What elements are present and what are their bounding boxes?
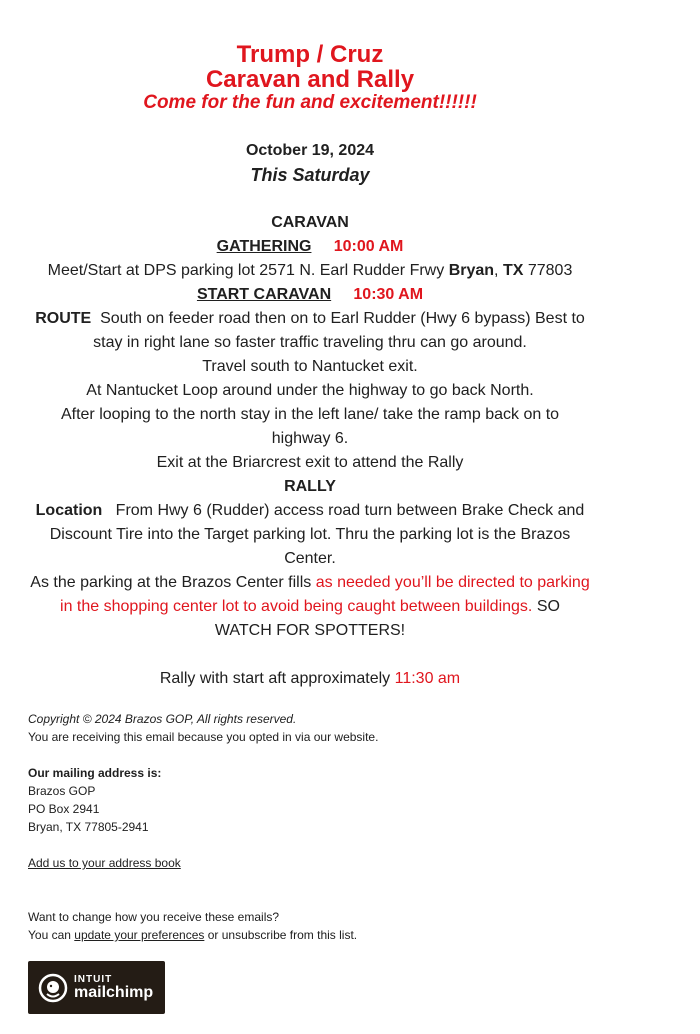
rally-start-time: 11:30 am — [394, 670, 461, 687]
location-label: Location — [35, 502, 103, 519]
meet-sep: , — [494, 262, 499, 279]
rally-start-text: Rally with start aft approximately — [159, 670, 391, 687]
rally-start-line — [0, 667, 620, 691]
parking-text-1a: As the parking at the Brazos Center fills — [30, 574, 312, 591]
route-line-1 — [0, 307, 620, 331]
email-footer — [28, 710, 628, 944]
gathering-line — [0, 235, 620, 259]
route-line-5: After looping to the north stay in the left lane/ take the ramp back on to — [60, 406, 560, 423]
route-label: ROUTE — [35, 310, 92, 327]
start-caravan-label: START CARAVAN — [196, 286, 332, 303]
meet-zip: 77803 — [527, 262, 573, 279]
mailchimp-badge[interactable] — [28, 961, 165, 1014]
meet-state: TX — [502, 262, 524, 279]
unsubscribe-link[interactable]: unsubscribe — [221, 928, 287, 942]
tagline: Come for the fun and excitement!!!!!! — [143, 92, 477, 113]
route-text-1: South on feeder road then on to Earl Rudder (Hwy 6 bypass) Best to — [100, 310, 585, 327]
change-question: Want to change how you receive these emails? — [28, 910, 280, 924]
mailchimp-logo-icon — [37, 972, 69, 1004]
preferences-line — [28, 926, 628, 944]
location-line-3: Center. — [284, 550, 336, 567]
opt-in-reason: You are receiving this email because you opted in via our website. — [28, 730, 379, 744]
add-to-address-book-link[interactable]: Add us to your address book — [28, 856, 181, 870]
route-line-4: At Nantucket Loop around under the highway to go back North. — [86, 382, 534, 399]
copyright-text: Copyright © 2024 Brazos GOP, All rights reserved. — [28, 712, 297, 726]
mailing-address-heading: Our mailing address is: — [28, 766, 162, 780]
meet-text: Meet/Start at DPS parking lot 2571 N. Earl Rudder Frwy — [47, 262, 445, 279]
parking-text-1b: as needed you’ll be directed to parking — [315, 574, 590, 591]
mailchimp-text: mailchimp — [74, 984, 154, 1001]
parking-line-3: WATCH FOR SPOTTERS! — [214, 622, 406, 639]
route-line-6: highway 6. — [271, 430, 349, 447]
route-line-7: Exit at the Briarcrest exit to attend the Rally — [156, 454, 464, 471]
address-po-box: PO Box 2941 — [28, 802, 100, 816]
rally-heading: RALLY — [284, 478, 336, 495]
location-text-1: From Hwy 6 (Rudder) access road turn between Brake Check and — [115, 502, 585, 519]
intuit-text: INTUIT — [74, 974, 113, 985]
caravan-heading: CARAVAN — [271, 214, 349, 231]
you-can-text: You can — [28, 928, 71, 942]
gathering-label: GATHERING — [216, 238, 312, 255]
start-caravan-time: 10:30 AM — [353, 286, 424, 303]
meet-city: Bryan — [448, 262, 495, 279]
address-city: Bryan, TX 77805-2941 — [28, 820, 149, 834]
location-line-1 — [0, 499, 620, 523]
parking-text-2a: in the shopping center lot to avoid being caught between buildings. — [60, 598, 533, 615]
parking-text-2b: SO — [536, 598, 560, 615]
meet-line — [0, 259, 620, 283]
update-preferences-link[interactable]: update your preferences — [74, 928, 205, 942]
title-line-2: Caravan and Rally — [205, 66, 415, 93]
address-org: Brazos GOP — [28, 784, 96, 798]
event-day: This Saturday — [250, 165, 370, 185]
or-text: or — [207, 928, 219, 942]
start-caravan-line — [0, 283, 620, 307]
gathering-time: 10:00 AM — [333, 238, 404, 255]
from-list-text: from this list. — [289, 928, 358, 942]
title-line-1: Trump / Cruz — [236, 41, 384, 68]
location-line-2: Discount Tire into the Target parking lot. Thru the parking lot is the Brazos — [49, 526, 571, 543]
parking-line-2 — [0, 595, 620, 619]
route-line-2: stay in right lane so faster traffic traveling thru can go around. — [93, 334, 527, 351]
event-date: October 19, 2024 — [245, 142, 375, 159]
route-line-3: Travel south to Nantucket exit. — [202, 358, 418, 375]
parking-line-1 — [0, 571, 620, 595]
